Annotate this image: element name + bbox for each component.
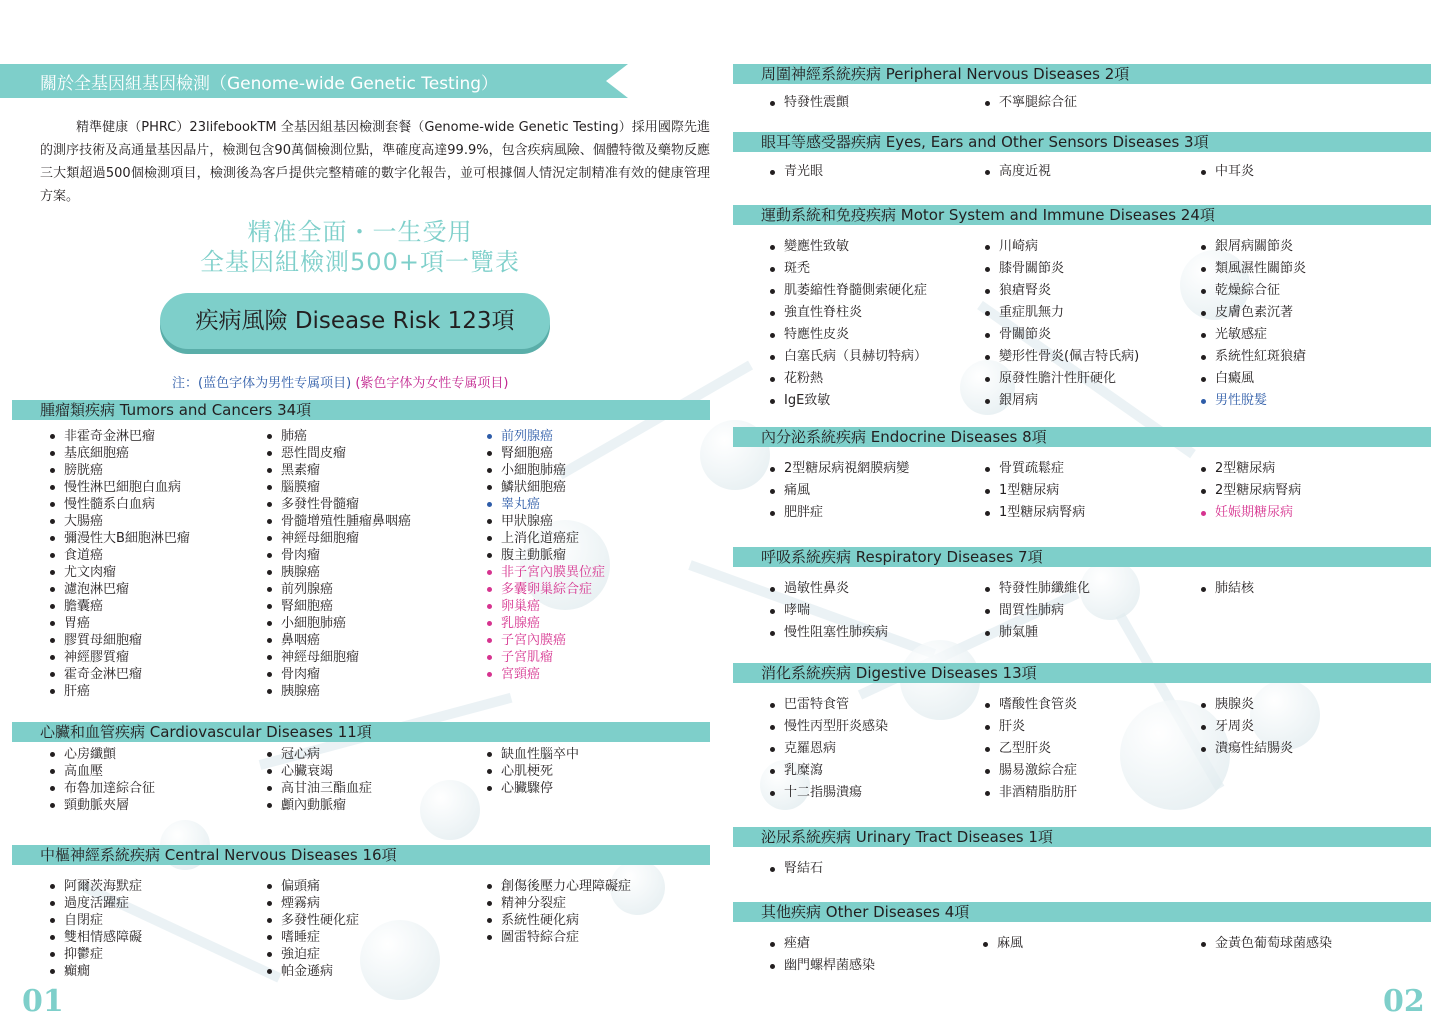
disease-item: 小細胞肺癌 [485, 462, 605, 479]
disease-list-column [48, 746, 155, 814]
disease-item: 狼瘡腎炎 [983, 280, 1139, 302]
disease-item-female: 乳腺癌 [485, 615, 605, 632]
disease-list-column [768, 858, 823, 880]
disease-item: 布魯加達綜合征 [48, 780, 155, 797]
disease-item: 強直性脊柱炎 [768, 302, 927, 324]
disease-item: 雙相情感障礙 [48, 929, 142, 946]
section-title: 其他疾病 Other Diseases 4項 [761, 903, 970, 921]
disease-item: 肺癌 [265, 428, 411, 445]
disease-item: 不寧腿綜合征 [983, 92, 1077, 114]
disease-item: 骨髓增殖性腫瘤鼻咽癌 [265, 513, 411, 530]
disease-item: 心房纖顫 [48, 746, 155, 763]
disease-item: 神經膠質瘤 [48, 649, 190, 666]
disease-item: 白癜風 [1199, 368, 1306, 390]
disease-item: 多發性硬化症 [265, 912, 359, 929]
disease-list-column [1199, 933, 1332, 955]
disease-item: 克羅恩病 [768, 738, 888, 760]
disease-item: 麻風 [981, 933, 1023, 955]
disease-item: 類風濕性關節炎 [1199, 258, 1306, 280]
disease-item: 大腸癌 [48, 513, 190, 530]
disease-item: 膽囊癌 [48, 598, 190, 615]
disease-risk-title-pill [160, 293, 550, 349]
disease-item: 圖雷特綜合症 [485, 929, 631, 946]
note-female-legend: (紫色字体为女性专属项目) [355, 376, 509, 391]
disease-item: 鱗狀細胞癌 [485, 479, 605, 496]
disease-list-column [1199, 161, 1254, 183]
section-title: 周圍神經系統疾病 Peripheral Nervous Diseases 2項 [761, 65, 1130, 83]
disease-item: 肝癌 [48, 683, 190, 700]
disease-item: 煙霧病 [265, 895, 359, 912]
disease-item: 骨關節炎 [983, 324, 1139, 346]
disease-item: 青光眼 [768, 161, 823, 183]
disease-item: 特發性震顫 [768, 92, 849, 114]
disease-item: 肌萎縮性脊髓側索硬化症 [768, 280, 927, 302]
slogan-line-2: 全基因組檢測500+項一覽表 [200, 248, 520, 276]
disease-item: 原發性膽汁性肝硬化 [983, 368, 1139, 390]
disease-item: 自閉症 [48, 912, 142, 929]
page-number-right: 02 [1383, 984, 1425, 1019]
disease-item: 2型糖尿病腎病 [1199, 480, 1301, 502]
disease-item: 間質性肺病 [983, 600, 1090, 622]
disease-list-column [1199, 236, 1306, 412]
disease-item: 嗜酸性食管炎 [983, 694, 1077, 716]
intro-banner [0, 64, 628, 98]
section-header [733, 827, 1431, 847]
disease-list-column [1199, 458, 1301, 524]
disease-item: 偏頭痛 [265, 878, 359, 895]
disease-list-column [983, 236, 1139, 412]
disease-item: 變應性致敏 [768, 236, 927, 258]
disease-item: 2型糖尿病視網膜病變 [768, 458, 909, 480]
disease-item: 阿爾茨海默症 [48, 878, 142, 895]
disease-item: 頸動脈夾層 [48, 797, 155, 814]
disease-item: 缺血性腦卒中 [485, 746, 579, 763]
disease-item-male: 睾丸癌 [485, 496, 605, 513]
disease-item: 抑鬱症 [48, 946, 142, 963]
section-header [733, 547, 1431, 567]
section-header [12, 400, 710, 420]
disease-item: 創傷後壓力心理障礙症 [485, 878, 631, 895]
disease-item: 非霍奇金淋巴瘤 [48, 428, 190, 445]
disease-list-column [485, 428, 605, 683]
disease-list-column [768, 161, 823, 183]
disease-item: 金黃色葡萄球菌感染 [1199, 933, 1332, 955]
section-header [12, 722, 710, 742]
disease-item-female: 非子宮內膜異位症 [485, 564, 605, 581]
disease-item: 1型糖尿病 [983, 480, 1085, 502]
disease-item: 膀胱癌 [48, 462, 190, 479]
disease-list-column [768, 694, 888, 804]
disease-item: 心臟衰竭 [265, 763, 372, 780]
disease-item: IgE致敏 [768, 390, 927, 412]
disease-item: 中耳炎 [1199, 161, 1254, 183]
disease-item: 心臟驟停 [485, 780, 579, 797]
disease-item: 多發性骨髓瘤 [265, 496, 411, 513]
note-male-legend: (蓝色字体为男性专属项目) [198, 376, 352, 391]
disease-item: 光敏感症 [1199, 324, 1306, 346]
disease-item: 2型糖尿病 [1199, 458, 1301, 480]
slogan-line-1: 精准全面・一生受用 [247, 218, 473, 246]
disease-item: 帕金遜病 [265, 963, 359, 980]
disease-list-column [983, 694, 1077, 804]
disease-item: 食道癌 [48, 547, 190, 564]
disease-list-column [983, 578, 1090, 644]
section-title: 泌尿系統疾病 Urinary Tract Diseases 1項 [761, 828, 1053, 846]
disease-item: 甲狀腺癌 [485, 513, 605, 530]
disease-item-female: 子宮內膜癌 [485, 632, 605, 649]
disease-item: 膠質母細胞瘤 [48, 632, 190, 649]
disease-item-female: 妊娠期糖尿病 [1199, 502, 1301, 524]
section-header [733, 205, 1431, 225]
color-legend-note [172, 372, 508, 391]
disease-list-column [1199, 578, 1254, 600]
disease-item: 基底細胞癌 [48, 445, 190, 462]
disease-item: 慢性阻塞性肺疾病 [768, 622, 888, 644]
disease-item: 銀屑病 [983, 390, 1139, 412]
section-header [733, 132, 1431, 152]
disease-item: 胃癌 [48, 615, 190, 632]
disease-item: 變形性骨炎(佩吉特氏病) [983, 346, 1139, 368]
disease-item: 骨質疏鬆症 [983, 458, 1085, 480]
section-header [733, 902, 1431, 922]
disease-list-column [48, 428, 190, 700]
disease-list-column [768, 92, 849, 114]
section-header [733, 64, 1431, 84]
disease-item: 系統性紅斑狼瘡 [1199, 346, 1306, 368]
disease-item: 銀屑病關節炎 [1199, 236, 1306, 258]
intro-paragraph-text: 精準健康（PHRC）23lifebookTM 全基因組基因檢測套餐（Genome-wide Genetic Testing）採用國際先進的測序技術及高通量基因晶片，檢測包含90萬個檢測位點，準確度高達99.9%，包含疾病風險、個體特徵及藥物反應三大類超過500個檢測項目，檢測後為客戶提供完整精確的數字化報告，並可根據個人情況定制精准有效的健康管理方案。 [40, 120, 710, 204]
disease-item: 特應性皮炎 [768, 324, 927, 346]
disease-item: 腸易激綜合症 [983, 760, 1077, 782]
disease-list-column [983, 92, 1077, 114]
section-title: 呼吸系統疾病 Respiratory Diseases 7項 [761, 548, 1043, 566]
disease-item: 1型糖尿病腎病 [983, 502, 1085, 524]
disease-list-column [768, 578, 888, 644]
disease-item: 肺氣腫 [983, 622, 1090, 644]
disease-item-female: 宮頸癌 [485, 666, 605, 683]
disease-list-column [768, 933, 875, 977]
section-header [733, 663, 1431, 683]
note-prefix: 注： [172, 376, 199, 391]
disease-item: 惡性間皮瘤 [265, 445, 411, 462]
disease-list-column [983, 161, 1051, 183]
disease-item: 系統性硬化病 [485, 912, 631, 929]
disease-item: 腦膜瘤 [265, 479, 411, 496]
disease-item: 白塞氏病（貝赫切特病） [768, 346, 927, 368]
disease-list-column [265, 878, 359, 980]
disease-item: 霍奇金淋巴瘤 [48, 666, 190, 683]
disease-item: 過敏性鼻炎 [768, 578, 888, 600]
disease-item-male: 男性脫髮 [1199, 390, 1306, 412]
disease-item: 胰腺癌 [265, 683, 411, 700]
disease-item: 肝炎 [983, 716, 1077, 738]
disease-item: 上消化道癌症 [485, 530, 605, 547]
section-title: 中樞神經系統疾病 Central Nervous Diseases 16項 [40, 846, 397, 864]
disease-risk-title: 疾病風險 Disease Risk 123項 [195, 308, 515, 334]
disease-item: 濾泡淋巴瘤 [48, 581, 190, 598]
disease-item: 膝骨關節炎 [983, 258, 1139, 280]
disease-item: 胰腺炎 [1199, 694, 1293, 716]
disease-item: 彌漫性大B細胞淋巴瘤 [48, 530, 190, 547]
disease-item: 高血壓 [48, 763, 155, 780]
intro-banner-title: 關於全基因組基因檢測（Genome-wide Genetic Testing） [40, 74, 499, 94]
disease-item: 乾燥綜合征 [1199, 280, 1306, 302]
disease-item: 神經母細胞瘤 [265, 530, 411, 547]
page-number-left: 01 [22, 984, 64, 1019]
disease-list-column [981, 933, 1023, 955]
section-title: 腫瘤類疾病 Tumors and Cancers 34項 [40, 401, 312, 419]
disease-item: 肥胖症 [768, 502, 909, 524]
disease-item: 胰腺癌 [265, 564, 411, 581]
disease-item: 小細胞肺癌 [265, 615, 411, 632]
section-title: 內分泌系統疾病 Endocrine Diseases 8項 [761, 428, 1047, 446]
disease-item: 過度活躍症 [48, 895, 142, 912]
disease-item: 特發性肺纖維化 [983, 578, 1090, 600]
disease-list-column [768, 458, 909, 524]
disease-item: 皮膚色素沉著 [1199, 302, 1306, 324]
section-title: 運動系統和免疫疾病 Motor System and Immune Diseases 24項 [761, 206, 1215, 224]
disease-list-column [983, 458, 1085, 524]
disease-item: 巴雷特食管 [768, 694, 888, 716]
disease-item: 斑禿 [768, 258, 927, 280]
disease-item: 慢性淋巴細胞白血病 [48, 479, 190, 496]
section-title: 心臟和血管疾病 Cardiovascular Diseases 11項 [40, 723, 372, 741]
disease-item-female: 多囊卵巢綜合症 [485, 581, 605, 598]
disease-item: 高甘油三酯血症 [265, 780, 372, 797]
disease-item: 癲癇 [48, 963, 142, 980]
disease-item: 腎細胞癌 [265, 598, 411, 615]
section-title: 消化系統疾病 Digestive Diseases 13項 [761, 664, 1037, 682]
disease-item: 高度近視 [983, 161, 1051, 183]
disease-item: 心肌梗死 [485, 763, 579, 780]
disease-item: 腹主動脈瘤 [485, 547, 605, 564]
disease-item: 慢性丙型肝炎感染 [768, 716, 888, 738]
disease-list-column [48, 878, 142, 980]
disease-item: 牙周炎 [1199, 716, 1293, 738]
disease-item: 川崎病 [983, 236, 1139, 258]
disease-item: 腎細胞癌 [485, 445, 605, 462]
disease-list-column [485, 746, 579, 797]
disease-item: 肺結核 [1199, 578, 1254, 600]
disease-item: 顱內動脈瘤 [265, 797, 372, 814]
disease-item-female: 子宮肌瘤 [485, 649, 605, 666]
disease-item: 強迫症 [265, 946, 359, 963]
disease-item: 哮喘 [768, 600, 888, 622]
disease-item: 腎結石 [768, 858, 823, 880]
disease-list-column [265, 428, 411, 700]
disease-item: 十二指腸潰瘍 [768, 782, 888, 804]
disease-item-male: 前列腺癌 [485, 428, 605, 445]
disease-item: 乙型肝炎 [983, 738, 1077, 760]
section-header [733, 427, 1431, 447]
disease-item: 痤瘡 [768, 933, 875, 955]
disease-item: 幽門螺桿菌感染 [768, 955, 875, 977]
disease-list-column [768, 236, 927, 412]
disease-item: 非酒精脂肪肝 [983, 782, 1077, 804]
disease-item: 精神分裂症 [485, 895, 631, 912]
disease-item: 嗜睡症 [265, 929, 359, 946]
section-title: 眼耳等感受器疾病 Eyes, Ears and Other Sensors Diseases 3項 [761, 133, 1209, 151]
disease-item: 慢性髓系白血病 [48, 496, 190, 513]
disease-list-column [485, 878, 631, 946]
disease-item: 骨肉瘤 [265, 666, 411, 683]
disease-item: 神經母細胞瘤 [265, 649, 411, 666]
disease-item: 潰瘍性結腸炎 [1199, 738, 1293, 760]
disease-item: 痛風 [768, 480, 909, 502]
disease-item: 前列腺癌 [265, 581, 411, 598]
disease-item: 黑素瘤 [265, 462, 411, 479]
disease-list-column [1199, 694, 1293, 760]
disease-item: 重症肌無力 [983, 302, 1139, 324]
disease-item: 骨肉瘤 [265, 547, 411, 564]
intro-paragraph [40, 116, 710, 208]
disease-item: 花粉熱 [768, 368, 927, 390]
disease-item: 乳糜瀉 [768, 760, 888, 782]
disease-item-female: 卵巢癌 [485, 598, 605, 615]
disease-item: 尤文肉瘤 [48, 564, 190, 581]
disease-item: 鼻咽癌 [265, 632, 411, 649]
disease-item: 冠心病 [265, 746, 372, 763]
disease-list-column [265, 746, 372, 814]
section-header [12, 845, 710, 865]
